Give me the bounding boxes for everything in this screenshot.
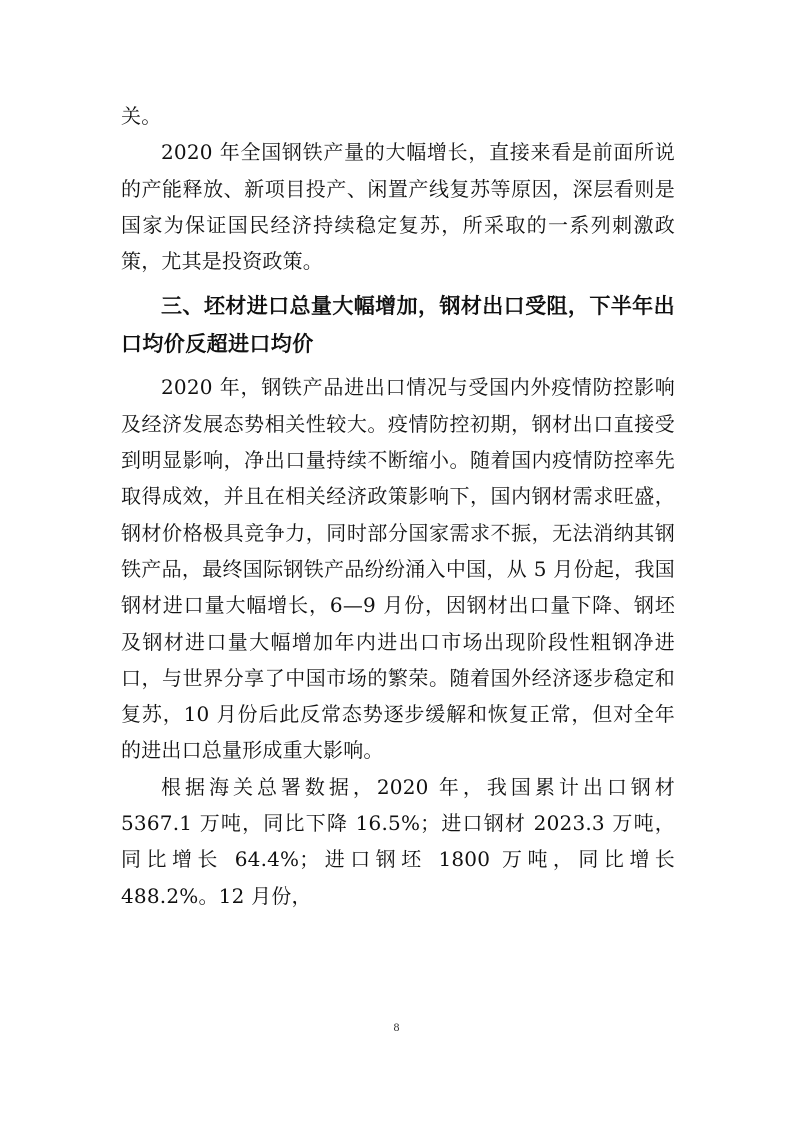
paragraph-import-export-overview: 2020 年，钢铁产品进出口情况与受国内外疫情防控影响及经济发展态势相关性较大。疫情防控初期，钢材出口直接受到明显影响，净出口量持续不断缩小。随着国内疫情防控率先取得成效，并且在相关经济政策影响下，国内钢材需求旺盛，钢材价格极具竞争力，同时部分国家需求不振，无法消纳其钢铁产品，最终国际钢铁产品纷纷涌入中国，从 5 月份起，我国钢材进口量大幅增长，6—9 月份，因钢材出口量下降、钢坯及钢材进口量大幅增加年内进出口市场出现阶段性粗钢净进口，与世界分享了中国市场的繁荣。随着国外经济逐步稳定和复苏，10 月份后此反常态势逐步缓解和恢复正常，但对全年的进出口总量形成重大影响。 <box>121 375 675 763</box>
paragraph-production-growth: 2020 年全国钢铁产量的大幅增长，直接来看是前面所说的产能释放、新项目投产、闲置产线复苏等原因，深层看则是国家为保证国民经济持续稳定复苏，所采取的一系列刺激政策，尤其是投资政策。 <box>121 140 675 274</box>
document-body <box>121 98 675 914</box>
page-number: 8 <box>393 1020 400 1034</box>
section-heading: 三、坯材进口总量大幅增加，钢材出口受阻，下半年出口均价反超进口均价 <box>121 294 675 357</box>
paragraph-customs-data: 根据海关总署数据，2020 年，我国累计出口钢材 5367.1 万吨，同比下降 16.5%；进口钢材 2023.3 万吨，同比增长 64.4%；进口钢坯 1800 万吨，同比增长 488.2%。12 月份， <box>121 774 675 908</box>
paragraph-continuation: 关。 <box>121 104 162 128</box>
